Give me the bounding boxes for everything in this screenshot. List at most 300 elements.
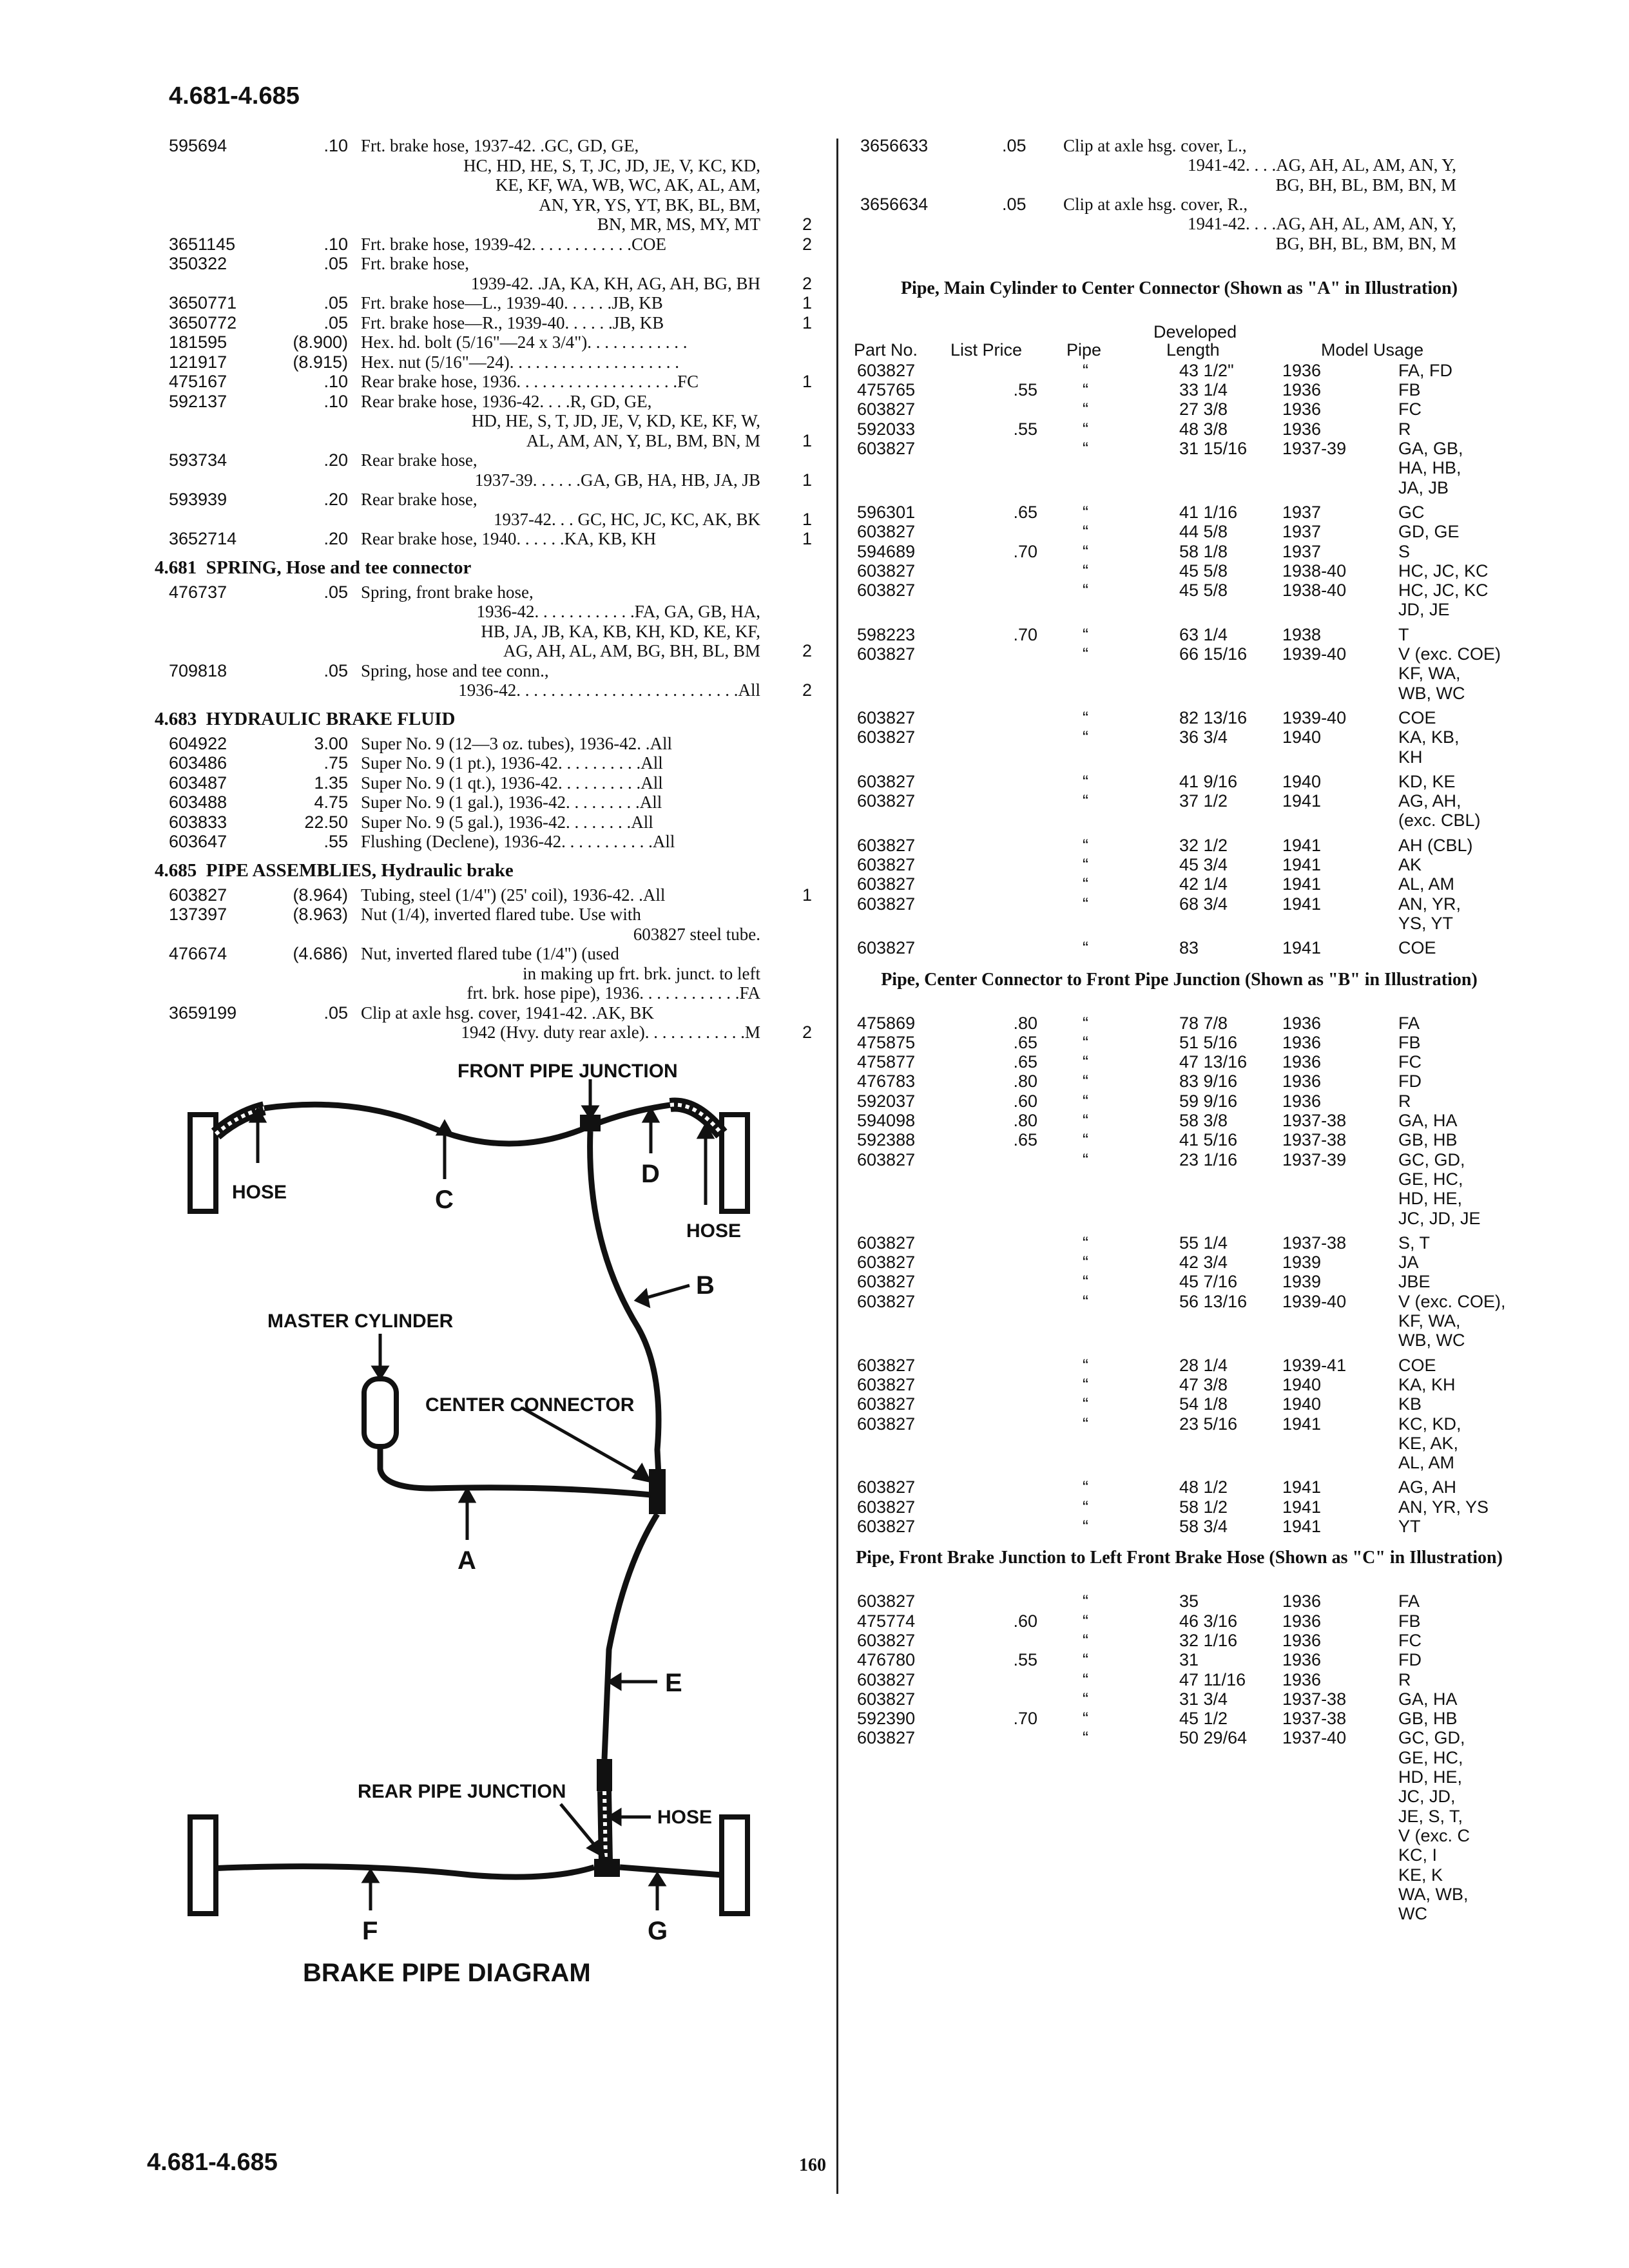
developed-length: 54 1/8 bbox=[1179, 1394, 1228, 1414]
list-price: .20 bbox=[323, 490, 348, 509]
item-description: 1937-42. . . GC, HC, JC, KC, AK, BK bbox=[493, 509, 760, 529]
arrow-b bbox=[644, 1285, 689, 1298]
rear-pipe-junction bbox=[594, 1859, 620, 1877]
pipe-ditto: “ bbox=[1083, 1052, 1088, 1072]
part-number: 475167 bbox=[169, 372, 227, 391]
pipe-ditto: “ bbox=[1083, 1291, 1088, 1311]
model-usage: AN, YR, YS bbox=[1398, 1497, 1489, 1517]
quantity: 2 bbox=[802, 641, 813, 660]
model-usage: YT bbox=[1398, 1517, 1421, 1536]
list-price: .10 bbox=[323, 372, 348, 391]
quantity: 2 bbox=[802, 234, 813, 254]
part-number: 603827 bbox=[857, 644, 916, 664]
item-description: Frt. brake hose—L., 1939-40. . . . . .JB, KB bbox=[361, 293, 663, 312]
part-number: 592388 bbox=[857, 1130, 916, 1150]
item-description: Super No. 9 (1 gal.), 1936-42. . . . . . . . .All bbox=[361, 793, 662, 812]
pipe-ditto: “ bbox=[1083, 1394, 1088, 1414]
model-year: 1939-40 bbox=[1282, 707, 1347, 727]
model-year: 1941 bbox=[1282, 1477, 1322, 1497]
list-price: .05 bbox=[1002, 194, 1027, 214]
model-year: 1936 bbox=[1282, 380, 1322, 400]
list-price: .05 bbox=[323, 293, 348, 312]
model-usage: KH bbox=[1398, 747, 1423, 767]
letter-a: A bbox=[458, 1546, 476, 1575]
model-usage: AK bbox=[1398, 855, 1422, 874]
model-usage: GA, GB, bbox=[1398, 439, 1463, 458]
model-year: 1936 bbox=[1282, 399, 1322, 419]
model-usage: R bbox=[1398, 1091, 1411, 1111]
pipe-ditto: “ bbox=[1083, 1233, 1088, 1253]
list-price: .60 bbox=[1013, 1611, 1037, 1631]
pipe-ditto: “ bbox=[1083, 1414, 1088, 1434]
model-year: 1936 bbox=[1282, 1669, 1322, 1689]
part-number: 603827 bbox=[857, 1517, 916, 1536]
arrowhead-f bbox=[364, 1871, 377, 1881]
developed-length: 45 5/8 bbox=[1179, 581, 1228, 601]
developed-length: 28 1/4 bbox=[1179, 1355, 1228, 1375]
list-price: .75 bbox=[323, 753, 348, 773]
pipe-ditto: “ bbox=[1083, 624, 1088, 644]
developed-length: 42 1/4 bbox=[1179, 874, 1228, 894]
developed-length: 37 1/2 bbox=[1179, 791, 1228, 811]
part-number: 603827 bbox=[857, 1374, 916, 1394]
pipe-ditto: “ bbox=[1083, 727, 1088, 747]
part-number: 603487 bbox=[169, 773, 227, 793]
developed-length: 68 3/4 bbox=[1179, 894, 1228, 914]
item-description: Clip at axle hsg. cover, R., bbox=[1063, 194, 1248, 214]
model-year: 1937-40 bbox=[1282, 1728, 1347, 1748]
developed-length: 31 bbox=[1179, 1650, 1199, 1670]
model-usage: GB, HB bbox=[1398, 1709, 1458, 1729]
part-number: 603827 bbox=[857, 707, 916, 727]
model-usage: WA, WB, bbox=[1398, 1884, 1469, 1904]
label-hose-rear: HOSE bbox=[657, 1807, 713, 1828]
developed-length: 23 5/16 bbox=[1179, 1414, 1238, 1434]
developed-length: 27 3/8 bbox=[1179, 399, 1228, 419]
column-header-part: Part No. bbox=[854, 340, 918, 360]
model-usage: S, T bbox=[1398, 1233, 1431, 1253]
model-year: 1937 bbox=[1282, 522, 1322, 542]
column-header-length: Length bbox=[1166, 340, 1220, 360]
model-year: 1938-40 bbox=[1282, 561, 1347, 581]
model-usage: KD, KE bbox=[1398, 771, 1456, 791]
model-usage: HD, HE, bbox=[1398, 1767, 1463, 1787]
model-year: 1936 bbox=[1282, 1072, 1322, 1091]
quantity: 1 bbox=[802, 372, 813, 391]
developed-length: 58 3/8 bbox=[1179, 1111, 1228, 1130]
arrow-center-connector bbox=[522, 1408, 641, 1475]
list-price: (4.686) bbox=[293, 944, 348, 963]
list-price: .10 bbox=[323, 234, 348, 254]
item-description: 1942 (Hvy. duty rear axle). . . . . . . . . . . .M bbox=[461, 1023, 760, 1042]
part-number: 603827 bbox=[857, 1414, 916, 1434]
model-year: 1941 bbox=[1282, 1517, 1322, 1536]
model-year: 1941 bbox=[1282, 1414, 1322, 1434]
item-description: HD, HE, S, T, JD, JE, V, KD, KE, KF, W, bbox=[471, 411, 760, 430]
part-number: 475765 bbox=[857, 380, 916, 400]
model-usage: COE bbox=[1398, 938, 1436, 958]
pipe-ditto: “ bbox=[1083, 1032, 1088, 1052]
model-year: 1936 bbox=[1282, 1013, 1322, 1033]
arrow-rear-junction bbox=[561, 1804, 598, 1849]
part-number: 476783 bbox=[857, 1072, 916, 1091]
list-price: (8.915) bbox=[293, 352, 348, 372]
developed-length: 43 1/2" bbox=[1179, 360, 1234, 380]
item-description: Rear brake hose, bbox=[361, 490, 477, 509]
item-description: 1941-42. . . .AG, AH, AL, AM, AN, Y, bbox=[1187, 214, 1456, 234]
model-year: 1941 bbox=[1282, 1497, 1322, 1517]
quantity: 1 bbox=[802, 509, 813, 529]
developed-length: 82 13/16 bbox=[1179, 707, 1248, 727]
model-usage: AH (CBL) bbox=[1398, 835, 1473, 855]
pipe-g bbox=[620, 1867, 722, 1875]
model-usage: COE bbox=[1398, 707, 1436, 727]
item-description: BG, BH, BL, BM, BN, M bbox=[1275, 233, 1456, 253]
item-description: Nut (1/4), inverted flared tube. Use with bbox=[361, 905, 641, 924]
part-number: 603647 bbox=[169, 832, 227, 851]
model-usage: FC bbox=[1398, 399, 1422, 419]
model-year: 1937 bbox=[1282, 502, 1322, 522]
part-number: 603827 bbox=[857, 1253, 916, 1273]
developed-length: 33 1/4 bbox=[1179, 380, 1228, 400]
pipe-a bbox=[380, 1446, 651, 1495]
developed-length: 41 5/16 bbox=[1179, 1130, 1238, 1150]
model-usage: COE bbox=[1398, 1355, 1436, 1375]
model-year: 1938-40 bbox=[1282, 581, 1347, 601]
part-number: 476737 bbox=[169, 582, 227, 602]
part-number: 350322 bbox=[169, 254, 227, 273]
model-year: 1941 bbox=[1282, 894, 1322, 914]
letter-e: E bbox=[665, 1669, 682, 1697]
model-year: 1940 bbox=[1282, 771, 1322, 791]
developed-length: 45 3/4 bbox=[1179, 855, 1228, 874]
developed-length: 31 15/16 bbox=[1179, 439, 1248, 458]
part-number: 593734 bbox=[169, 450, 227, 470]
developed-length: 35 bbox=[1179, 1591, 1199, 1611]
part-number: 598223 bbox=[857, 624, 916, 644]
pipe-c bbox=[264, 1104, 670, 1144]
model-usage: HC, JC, KC bbox=[1398, 581, 1489, 601]
part-number: 181595 bbox=[169, 332, 227, 352]
part-number: 603827 bbox=[857, 791, 916, 811]
quantity: 1 bbox=[802, 312, 813, 332]
quantity: 2 bbox=[802, 273, 813, 293]
part-number: 475877 bbox=[857, 1052, 916, 1072]
list-price: .55 bbox=[1013, 380, 1037, 400]
part-number: 3659199 bbox=[169, 1003, 237, 1023]
column-divider bbox=[836, 139, 838, 2194]
developed-length: 48 3/8 bbox=[1179, 419, 1228, 439]
part-number: 476780 bbox=[857, 1650, 916, 1670]
letter-c: C bbox=[435, 1186, 454, 1214]
model-usage: FC bbox=[1398, 1052, 1422, 1072]
developed-length: 50 29/64 bbox=[1179, 1728, 1248, 1748]
item-description: AG, AH, AL, AM, BG, BH, BL, BM bbox=[503, 641, 760, 660]
part-number: 476674 bbox=[169, 944, 227, 963]
pipe-ditto: “ bbox=[1083, 439, 1088, 458]
list-price: (8.964) bbox=[293, 885, 348, 905]
list-price: .10 bbox=[323, 136, 348, 155]
model-year: 1936 bbox=[1282, 360, 1322, 380]
model-usage: KB bbox=[1398, 1394, 1422, 1414]
part-number: 593939 bbox=[169, 490, 227, 509]
developed-length: 47 3/8 bbox=[1179, 1374, 1228, 1394]
model-usage: KC, I bbox=[1398, 1845, 1438, 1865]
model-usage: WB, WC bbox=[1398, 683, 1465, 703]
pipe-ditto: “ bbox=[1083, 1355, 1088, 1375]
list-price: .70 bbox=[1013, 624, 1037, 644]
item-description: 603827 steel tube. bbox=[633, 924, 760, 944]
part-number: 603827 bbox=[857, 522, 916, 542]
section-b-title: Pipe, Center Connector to Front Pipe Junction (Shown as "B" in Illustration) bbox=[881, 969, 1478, 990]
model-usage: KA, KB, bbox=[1398, 727, 1460, 747]
part-number: 603827 bbox=[857, 771, 916, 791]
model-usage: JD, JE bbox=[1398, 600, 1450, 620]
label-hose-left: HOSE bbox=[232, 1182, 287, 1203]
pipe-ditto: “ bbox=[1083, 644, 1088, 664]
model-usage: WC bbox=[1398, 1904, 1427, 1924]
part-number: 594098 bbox=[857, 1111, 916, 1130]
arrowhead-master-cylinder bbox=[374, 1367, 387, 1378]
model-usage: FA bbox=[1398, 1591, 1420, 1611]
developed-length: 83 bbox=[1179, 938, 1199, 958]
item-description: Rear brake hose, 1936. . . . . . . . . . . . . . . . . . .FC bbox=[361, 372, 699, 391]
label-rear-pipe-junction: REAR PIPE JUNCTION bbox=[358, 1781, 566, 1802]
developed-length: 41 9/16 bbox=[1179, 771, 1238, 791]
model-usage: FA bbox=[1398, 1013, 1420, 1033]
pipe-ditto: “ bbox=[1083, 771, 1088, 791]
center-connector bbox=[649, 1469, 666, 1514]
model-year: 1937-38 bbox=[1282, 1709, 1347, 1729]
list-price: .70 bbox=[1013, 541, 1037, 561]
pipe-ditto: “ bbox=[1083, 1149, 1088, 1169]
model-usage: S bbox=[1398, 541, 1411, 561]
item-description: Hex. hd. bolt (5/16"—24 x 3/4"). . . . . . . . . . . . bbox=[361, 332, 688, 352]
part-number: 603827 bbox=[857, 399, 916, 419]
model-usage: T bbox=[1398, 624, 1409, 644]
model-year: 1941 bbox=[1282, 938, 1322, 958]
model-year: 1939-40 bbox=[1282, 644, 1347, 664]
model-usage: GC bbox=[1398, 502, 1425, 522]
model-year: 1940 bbox=[1282, 1374, 1322, 1394]
part-number: 596301 bbox=[857, 502, 916, 522]
model-year: 1936 bbox=[1282, 1611, 1322, 1631]
model-year: 1938 bbox=[1282, 624, 1322, 644]
pipe-ditto: “ bbox=[1083, 1130, 1088, 1150]
developed-length: 55 1/4 bbox=[1179, 1233, 1228, 1253]
model-usage: KE, AK, bbox=[1398, 1433, 1459, 1453]
pipe-ditto: “ bbox=[1083, 938, 1088, 958]
item-description: 1939-42. .JA, KA, KH, AG, AH, BG, BH bbox=[470, 273, 760, 293]
model-usage: FB bbox=[1398, 1611, 1421, 1631]
pipe-ditto: “ bbox=[1083, 1611, 1088, 1631]
model-usage: KF, WA, bbox=[1398, 664, 1461, 684]
quantity: 1 bbox=[802, 293, 813, 312]
list-price: .65 bbox=[1013, 1052, 1037, 1072]
developed-length: 47 13/16 bbox=[1179, 1052, 1248, 1072]
part-number: 603827 bbox=[857, 1497, 916, 1517]
model-usage: JE, S, T, bbox=[1398, 1806, 1463, 1826]
developed-length: 36 3/4 bbox=[1179, 727, 1228, 747]
model-usage: FC bbox=[1398, 1630, 1422, 1650]
part-number: 475875 bbox=[857, 1032, 916, 1052]
pipe-ditto: “ bbox=[1083, 1517, 1088, 1536]
column-header-usage: Model Usage bbox=[1321, 340, 1424, 360]
developed-length: 83 9/16 bbox=[1179, 1072, 1238, 1091]
rear-left-wheel bbox=[190, 1817, 216, 1914]
pipe-ditto: “ bbox=[1083, 791, 1088, 811]
part-number: 603827 bbox=[857, 1272, 916, 1292]
model-year: 1941 bbox=[1282, 835, 1322, 855]
model-year: 1937-38 bbox=[1282, 1689, 1347, 1709]
part-number: 603827 bbox=[857, 1477, 916, 1497]
item-description: Frt. brake hose, bbox=[361, 254, 469, 273]
part-number: 603827 bbox=[857, 1630, 916, 1650]
list-price: .05 bbox=[323, 312, 348, 332]
model-year: 1937-38 bbox=[1282, 1111, 1347, 1130]
item-description: Frt. brake hose, 1937-42. .GC, GD, GE, bbox=[361, 136, 639, 155]
model-usage: FB bbox=[1398, 1032, 1421, 1052]
item-description: Super No. 9 (1 pt.), 1936-42. . . . . . . . . .All bbox=[361, 753, 663, 773]
pipe-ditto: “ bbox=[1083, 380, 1088, 400]
part-number: 592037 bbox=[857, 1091, 916, 1111]
pipe-e bbox=[604, 1514, 657, 1759]
part-number: 603827 bbox=[857, 894, 916, 914]
part-number: 475869 bbox=[857, 1013, 916, 1033]
item-description: AN, YR, YS, YT, BK, BL, BM, bbox=[539, 195, 760, 215]
model-usage: FA, FD bbox=[1398, 360, 1453, 380]
list-price: .65 bbox=[1013, 1130, 1037, 1150]
item-description: Tubing, steel (1/4") (25' coil), 1936-42. .All bbox=[361, 885, 666, 905]
list-price: .05 bbox=[1002, 136, 1027, 155]
item-description: KE, KF, WA, WB, WC, AK, AL, AM, bbox=[495, 175, 760, 195]
pipe-ditto: “ bbox=[1083, 1477, 1088, 1497]
pipe-ditto: “ bbox=[1083, 1272, 1088, 1292]
list-price: 22.50 bbox=[304, 812, 348, 832]
pipe-ditto: “ bbox=[1083, 1709, 1088, 1729]
item-description: frt. brk. hose pipe), 1936. . . . . . . . . . . .FA bbox=[467, 983, 760, 1003]
part-number: 603488 bbox=[169, 793, 227, 812]
part-number: 603827 bbox=[857, 439, 916, 458]
model-usage: V (exc. C bbox=[1398, 1825, 1470, 1845]
pipe-ditto: “ bbox=[1083, 419, 1088, 439]
model-year: 1936 bbox=[1282, 1052, 1322, 1072]
list-price: 4.75 bbox=[314, 793, 348, 812]
pipe-ditto: “ bbox=[1083, 707, 1088, 727]
developed-length: 56 13/16 bbox=[1179, 1291, 1248, 1311]
pipe-ditto: “ bbox=[1083, 502, 1088, 522]
part-number: 603827 bbox=[857, 855, 916, 874]
developed-length: 42 3/4 bbox=[1179, 1253, 1228, 1273]
model-usage: FD bbox=[1398, 1072, 1422, 1091]
model-usage: GA, HA bbox=[1398, 1111, 1458, 1130]
page-header: 4.681-4.685 bbox=[169, 82, 300, 110]
model-usage: AG, AH, bbox=[1398, 791, 1461, 811]
pipe-ditto: “ bbox=[1083, 581, 1088, 601]
developed-length: 44 5/8 bbox=[1179, 522, 1228, 542]
diagram-title: BRAKE PIPE DIAGRAM bbox=[303, 1959, 591, 1987]
model-usage: GE, HC, bbox=[1398, 1169, 1463, 1189]
model-usage: GA, HA bbox=[1398, 1689, 1458, 1709]
model-usage: HD, HE, bbox=[1398, 1189, 1463, 1209]
part-number: 603827 bbox=[857, 561, 916, 581]
model-usage: GB, HB bbox=[1398, 1130, 1458, 1150]
item-description: Hex. nut (5/16"—24). . . . . . . . . . . . . . . . . . . . bbox=[361, 352, 679, 372]
developed-length: 45 5/8 bbox=[1179, 561, 1228, 581]
developed-length: 31 3/4 bbox=[1179, 1689, 1228, 1709]
item-description: 1936-42. . . . . . . . . . . .FA, GA, GB, HA, bbox=[476, 602, 760, 621]
developed-length: 48 1/2 bbox=[1179, 1477, 1228, 1497]
model-usage: GC, GD, bbox=[1398, 1728, 1465, 1748]
list-price: .80 bbox=[1013, 1013, 1037, 1033]
section-c-title: Pipe, Front Brake Junction to Left Front Brake Hose (Shown as "C" in Illustration) bbox=[856, 1548, 1503, 1568]
developed-length: 59 9/16 bbox=[1179, 1091, 1238, 1111]
part-number: 121917 bbox=[169, 352, 227, 372]
quantity: 1 bbox=[802, 529, 813, 548]
quantity: 2 bbox=[802, 1023, 813, 1042]
developed-length: 41 1/16 bbox=[1179, 502, 1238, 522]
model-usage: KE, K bbox=[1398, 1865, 1443, 1885]
list-price: 1.35 bbox=[314, 773, 348, 793]
pipe-ditto: “ bbox=[1083, 399, 1088, 419]
model-year: 1939 bbox=[1282, 1272, 1322, 1292]
model-usage: JC, JD, bbox=[1398, 1787, 1456, 1807]
item-description: Super No. 9 (5 gal.), 1936-42. . . . . . . .All bbox=[361, 812, 653, 832]
list-price: .55 bbox=[1013, 1650, 1037, 1670]
item-description: Rear brake hose, bbox=[361, 450, 477, 470]
model-usage: FB bbox=[1398, 380, 1421, 400]
part-number: 603827 bbox=[857, 1689, 916, 1709]
pipe-ditto: “ bbox=[1083, 1650, 1088, 1670]
model-usage: V (exc. COE), bbox=[1398, 1291, 1506, 1311]
model-usage: R bbox=[1398, 419, 1411, 439]
item-description: 1937-39. . . . . .GA, GB, HA, HB, JA, JB bbox=[474, 470, 760, 490]
column-header-pipe: Pipe bbox=[1066, 340, 1102, 360]
part-number: 594689 bbox=[857, 541, 916, 561]
part-number: 604922 bbox=[169, 733, 227, 753]
section-title-spring: 4.681 SPRING, Hose and tee connector bbox=[155, 557, 472, 578]
model-usage: JBE bbox=[1398, 1272, 1431, 1292]
page-number: 160 bbox=[799, 2155, 826, 2175]
column-header-length-top: Developed bbox=[1153, 322, 1237, 341]
list-price: .80 bbox=[1013, 1111, 1037, 1130]
model-usage: (exc. CBL) bbox=[1398, 811, 1481, 831]
model-usage: YS, YT bbox=[1398, 913, 1454, 933]
pipe-ditto: “ bbox=[1083, 561, 1088, 581]
item-description: Clip at axle hsg. cover, 1941-42. .AK, BK bbox=[361, 1003, 654, 1023]
label-master-cylinder: MASTER CYLINDER bbox=[267, 1311, 454, 1332]
model-year: 1939-40 bbox=[1282, 1291, 1347, 1311]
item-description: AL, AM, AN, Y, BL, BM, BN, M bbox=[526, 430, 760, 450]
part-number: 3652714 bbox=[169, 529, 237, 548]
model-usage: GE, HC, bbox=[1398, 1747, 1463, 1767]
part-number: 603827 bbox=[857, 1233, 916, 1253]
model-usage: AN, YR, bbox=[1398, 894, 1461, 914]
pipe-ditto: “ bbox=[1083, 360, 1088, 380]
part-number: 603486 bbox=[169, 753, 227, 773]
model-usage: HC, JC, KC bbox=[1398, 561, 1489, 581]
pipe-ditto: “ bbox=[1083, 1253, 1088, 1273]
developed-length: 58 1/2 bbox=[1179, 1497, 1228, 1517]
list-price: .65 bbox=[1013, 502, 1037, 522]
developed-length: 32 1/2 bbox=[1179, 835, 1228, 855]
developed-length: 46 3/16 bbox=[1179, 1611, 1238, 1631]
model-year: 1937-38 bbox=[1282, 1130, 1347, 1150]
pipe-ditto: “ bbox=[1083, 1689, 1088, 1709]
developed-length: 66 15/16 bbox=[1179, 644, 1248, 664]
page-footer-range: 4.681-4.685 bbox=[147, 2149, 278, 2176]
letter-b: B bbox=[696, 1271, 715, 1300]
